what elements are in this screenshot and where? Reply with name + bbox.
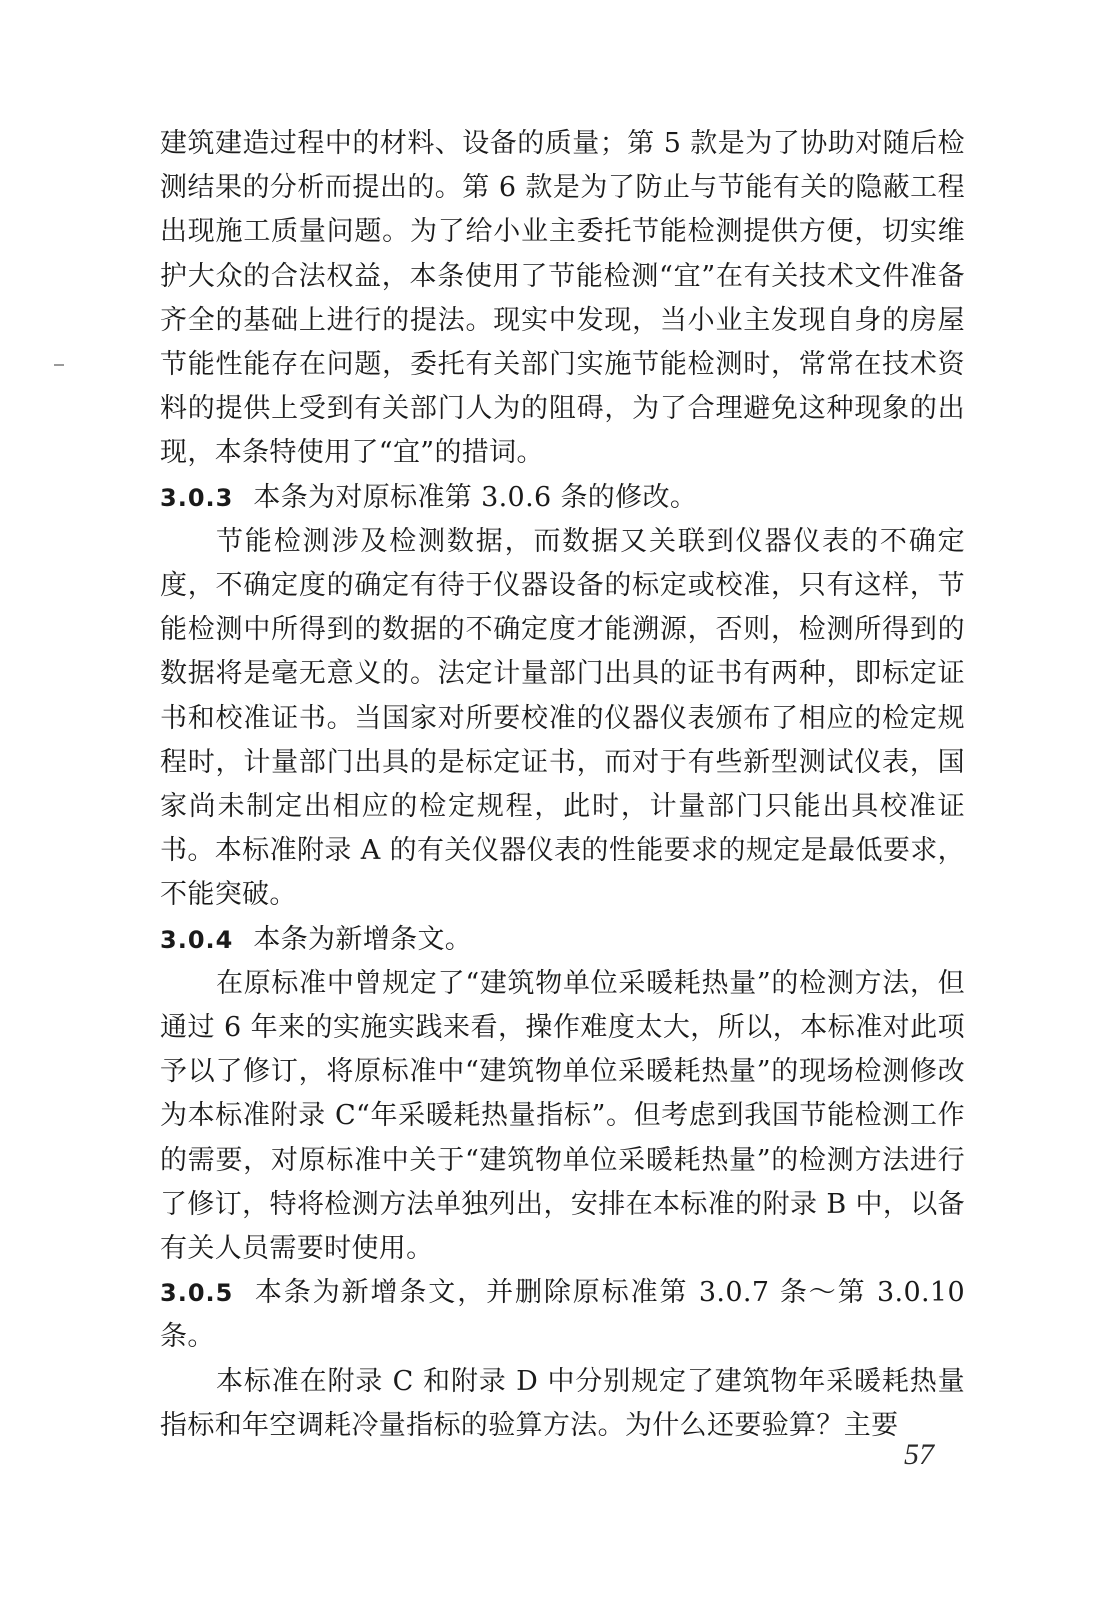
paragraph-uncertainty: 节能检测涉及检测数据，而数据又关联到仪器仪表的不确定度，不确定度的确定有待于仪器设备的标定或校准，只有这样，节能检测中所得到的数据的不确定度才能溯源，否则，检测所得到的数据将是毫无意义的。法定计量部门出具的证书有两种，即标定证书和校准证书。当国家对所要校准的仪器仪表颁布了相应的检定规程时，计量部门出具的是标定证书，而对于有些新型测试仪表，国家尚未制定出相应的检定规程，此时，计量部门只能出具校准证书。本标准附录 A 的有关仪器仪表的性能要求的规定是最低要求，不能突破。: [160, 525, 965, 911]
body-text: [160, 122, 965, 1448]
scan-mark: [54, 364, 64, 366]
paragraph-heat-consumption: 在原标准中曾规定了“建筑物单位采暖耗热量”的检测方法，但通过 6 年来的实施实践来看，操作难度太大，所以，本标准对此项予以了修订，将原标准中“建筑物单位采暖耗热量”的现场检测修改为本标准附录 C“年采暖耗热量指标”。但考虑到我国节能检测工作的需要，对原标准中关于“建筑物单位采暖耗热量”的检测方法进行了修订，特将检测方法单独列出，安排在本标准的附录 B 中，以备有关人员需要时使用。: [160, 967, 965, 1265]
clause-number: 3.0.5: [160, 1279, 234, 1308]
clause-heading-text: 本条为新增条文。: [253, 923, 473, 955]
paragraph-verification: 本标准在附录 C 和附录 D 中分别规定了建筑物年采暖耗热量指标和年空调耗冷量指标的验算方法。为什么还要验算？主要: [160, 1365, 965, 1441]
clause-3-0-3: [160, 476, 965, 520]
clause-3-0-4: [160, 918, 965, 962]
clause-number: 3.0.3: [160, 483, 234, 512]
clause-heading-text: 本条为对原标准第 3.0.6 条的修改。: [253, 481, 698, 513]
clause-heading-text: 本条为新增条文，并删除原标准第 3.0.7 条～第 3.0.10 条。: [160, 1277, 965, 1353]
page-number: 57: [904, 1438, 934, 1471]
clause-number: 3.0.4: [160, 925, 234, 954]
paragraph-continued: 建筑建造过程中的材料、设备的质量；第 5 款是为了协助对随后检测结果的分析而提出的。第 6 款是为了防止与节能有关的隐蔽工程出现施工质量问题。为了给小业主委托节能检测提供方便，切实维护大众的合法权益，本条使用了节能检测“宜”在有关技术文件准备齐全的基础上进行的提法。现实中发现，当小业主发现自身的房屋节能性能存在问题，委托有关部门实施节能检测时，常常在技术资料的提供上受到有关部门人为的阻碍，为了合理避免这种现象的出现，本条特使用了“宜”的措词。: [160, 128, 965, 469]
clause-3-0-5: [160, 1271, 965, 1359]
